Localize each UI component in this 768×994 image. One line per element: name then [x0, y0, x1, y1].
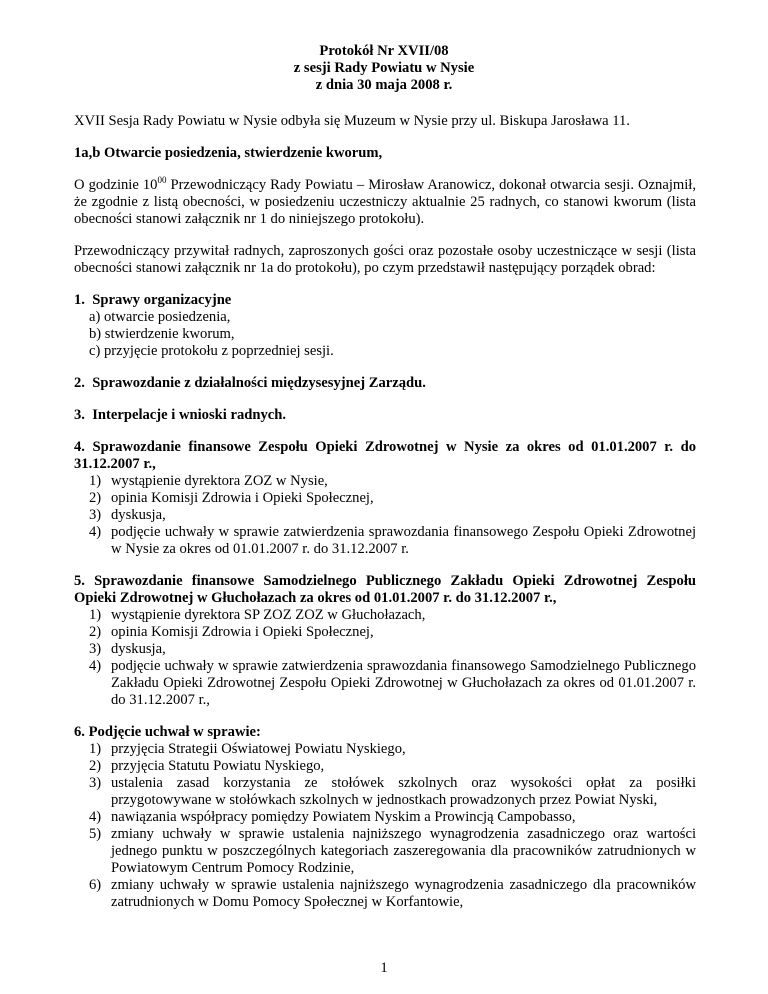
document-header: [0, 43, 768, 94]
agenda-item-title: Sprawozdanie z działalności międzysesyjnej Zarządu.: [92, 375, 426, 391]
agenda-item-number: 6.: [74, 724, 85, 740]
list-item: 2) przyjęcia Statutu Powiatu Nyskiego,: [89, 758, 325, 774]
session-date: z dnia 30 maja 2008 r.: [315, 77, 453, 93]
list-item: 3) ustalenia zasad korzystania ze stołówek szkolnych oraz wysokości opłat za posiłki przygotowywane w stołówkach szkolnych w jednostkach prowadzonych przez Powiat Nyski,: [89, 775, 696, 808]
opening-time-superscript: 00: [157, 175, 167, 185]
protocol-title: Protokół Nr XVII/08: [319, 43, 449, 59]
agenda-item-title: Sprawy organizacyjne: [92, 292, 232, 308]
section-heading: 1a,b Otwarcie posiedzenia, stwierdzenie kworum,: [74, 145, 383, 161]
list-item: 1) wystąpienie dyrektora SP ZOZ ZOZ w Głuchołazach,: [89, 607, 426, 623]
agenda-item-number: 5.: [74, 573, 85, 589]
list-item: a) otwarcie posiedzenia,: [89, 309, 231, 325]
list-item: 2) opinia Komisji Zdrowia i Opieki Społecznej,: [89, 624, 374, 640]
agenda-item-5: [74, 573, 696, 709]
opening-prefix: O godzinie 10: [74, 177, 158, 193]
agenda-item-number: 4.: [74, 439, 85, 455]
list-item: c) przyjęcie protokołu z poprzedniej sesji.: [89, 343, 334, 359]
agenda-item-number: 1.: [74, 292, 85, 308]
list-item: b) stwierdzenie kworum,: [89, 326, 235, 342]
agenda-item-title: Interpelacje i wnioski radnych.: [92, 407, 287, 423]
list-item: 4) podjęcie uchwały w sprawie zatwierdzenia sprawozdania finansowego Samodzielnego Publicznego Zakładu Opieki Zdrowotnej Zespołu Opieki Zdrowotnej w Głuchołazach za okres od 01.01.2007 r. do 31.12.2007 r.,: [89, 658, 696, 708]
list-item: 5) zmiany uchwały w sprawie ustalenia najniższego wynagrodzenia zasadniczego oraz wartości jednego punktu w poszczególnych kategoriach zaszeregowania dla pracowników zatrudnionych w Powiatowym Centrum Pomocy Rodzinie,: [89, 826, 696, 876]
list-item: 1) wystąpienie dyrektora ZOZ w Nysie,: [89, 473, 328, 489]
list-item: 2) opinia Komisji Zdrowia i Opieki Społecznej,: [89, 490, 374, 506]
list-item: 3) dyskusja,: [89, 641, 166, 657]
list-item: 4) podjęcie uchwały w sprawie zatwierdzenia sprawozdania finansowego Zespołu Opieki Zdrowotnej w Nysie za okres od 01.01.2007 r. do 31.12.2007 r.: [89, 524, 696, 557]
opening-paragraph: [74, 177, 696, 228]
agenda-item-title: Podjęcie uchwał w sprawie:: [88, 724, 261, 740]
intro-paragraph: XVII Sesja Rady Powiatu w Nysie odbyła się Muzeum w Nysie przy ul. Biskupa Jarosława 11.: [74, 113, 630, 129]
agenda-item-4: [74, 439, 696, 558]
greeting-paragraph: Przewodniczący przywitał radnych, zaproszonych gości oraz pozostałe osoby uczestniczące w sesji (lista obecności stanowi załącznik nr 1a do protokołu), po czym przedstawił następujący porządek obrad:: [74, 243, 696, 276]
session-subtitle: z sesji Rady Powiatu w Nysie: [293, 60, 475, 76]
list-item: 3) dyskusja,: [89, 507, 166, 523]
agenda-item-2: [74, 375, 696, 392]
list-item: 1) przyjęcia Strategii Oświatowej Powiatu Nyskiego,: [89, 741, 406, 757]
agenda-item-6: [74, 724, 696, 911]
document-body: [74, 113, 696, 911]
agenda-item-number: 3.: [74, 407, 85, 423]
agenda-item-number: 2.: [74, 375, 85, 391]
agenda-item-1: [74, 292, 696, 360]
agenda-item-3: [74, 407, 696, 424]
agenda-item-title: Sprawozdanie finansowe Zespołu Opieki Zdrowotnej w Nysie za okres od 01.01.2007 r. do 31.12.2007 r.,: [74, 439, 696, 472]
list-item: 6) zmiany uchwały w sprawie ustalenia najniższego wynagrodzenia zasadniczego dla pracowników zatrudnionych w Domu Pomocy Społecznej w Korfantowie,: [89, 877, 696, 910]
page-number: 1: [380, 960, 388, 976]
agenda-item-title: Sprawozdanie finansowe Samodzielnego Publicznego Zakładu Opieki Zdrowotnej Zespołu Opieki Zdrowotnej w Głuchołazach za okres od 01.01.2007 r. do 31.12.2007 r.,: [74, 573, 696, 606]
opening-text: Przewodniczący Rady Powiatu – Mirosław Aranowicz, dokonał otwarcia sesji. Oznajmił, że zgodnie z listą obecności, w posiedzeniu uczestniczy aktualnie 25 radnych, co stanowi kworum (lista obecności stanowi załącznik nr 1 do niniejszego protokołu).: [74, 177, 696, 227]
list-item: 4) nawiązania współpracy pomiędzy Powiatem Nyskim a Prowincją Campobasso,: [89, 809, 576, 825]
